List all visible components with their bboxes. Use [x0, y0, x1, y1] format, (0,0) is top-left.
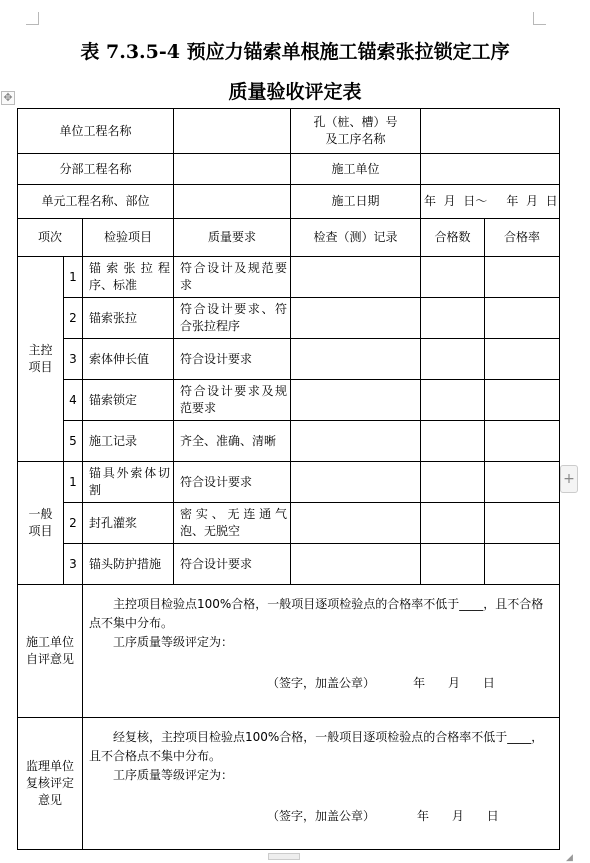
- col-header-category: 项次: [18, 219, 83, 257]
- self-evaluation-row: [18, 585, 560, 718]
- col-header-item: 检验项目: [83, 219, 174, 257]
- inspection-item: 锚具外索体切割: [83, 462, 174, 503]
- item-number: 4: [64, 380, 83, 421]
- record-cell[interactable]: [291, 380, 421, 421]
- quality-requirement: 密实、无连通气泡、无脱空: [174, 503, 291, 544]
- header-row-unit-project: [18, 109, 560, 154]
- document-title-line-1: 表 7.3.5-4 预应力锚索单根施工锚索张拉锁定工序: [80, 41, 510, 63]
- construction-date-field[interactable]: 年 月 日～ 年 月 日: [421, 185, 560, 219]
- pass-rate-cell[interactable]: [485, 503, 560, 544]
- inspection-item: 施工记录: [83, 421, 174, 462]
- self-evaluation-label: 施工单位自评意见: [18, 585, 83, 718]
- quality-evaluation-table: [17, 108, 560, 850]
- pass-count-cell[interactable]: [421, 339, 485, 380]
- inspection-item: 封孔灌浆: [83, 503, 174, 544]
- table-row: [18, 462, 560, 503]
- col-header-record: 检查（测）记录: [291, 219, 421, 257]
- general-label-line-1: 一般: [28, 507, 53, 521]
- unit-project-name-field[interactable]: [174, 109, 291, 154]
- supervisor-evaluation-row: [18, 718, 560, 850]
- pass-count-cell[interactable]: [421, 380, 485, 421]
- col-header-pass-count: 合格数: [421, 219, 485, 257]
- document-title-line-2: 质量验收评定表: [228, 81, 362, 103]
- table-row: [18, 421, 560, 462]
- supervisor-evaluation-grade-prompt: 工序质量等级评定为：: [113, 768, 234, 782]
- column-header-row: [18, 219, 560, 257]
- pass-count-cell[interactable]: [421, 462, 485, 503]
- col-header-pass-rate: 合格率: [485, 219, 560, 257]
- header-row-element: [18, 185, 560, 219]
- record-cell[interactable]: [291, 257, 421, 298]
- pass-count-cell[interactable]: [421, 503, 485, 544]
- item-number: 2: [64, 503, 83, 544]
- pass-count-cell[interactable]: [421, 257, 485, 298]
- table-row: [18, 380, 560, 421]
- quality-requirement: 符合设计及规范要求: [174, 257, 291, 298]
- pass-rate-cell[interactable]: [485, 339, 560, 380]
- table-row: [18, 503, 560, 544]
- unit-project-name-label: 单位工程名称: [18, 109, 174, 154]
- table-row: [18, 544, 560, 585]
- table-row: [18, 339, 560, 380]
- self-evaluation-content[interactable]: [83, 585, 560, 718]
- item-number: 5: [64, 421, 83, 462]
- hole-and-process-field[interactable]: [421, 109, 560, 154]
- item-number: 3: [64, 544, 83, 585]
- quality-requirement: 符合设计要求、符合张拉程序: [174, 298, 291, 339]
- pass-rate-cell[interactable]: [485, 421, 560, 462]
- page-corner-mark-top-left: [26, 12, 39, 25]
- construction-unit-field[interactable]: [421, 154, 560, 185]
- record-cell[interactable]: [291, 421, 421, 462]
- element-project-name-label: 单元工程名称、部位: [18, 185, 174, 219]
- table-row: [18, 257, 560, 298]
- pass-count-cell[interactable]: [421, 544, 485, 585]
- table-move-handle-icon[interactable]: ✥: [1, 91, 15, 105]
- table-add-column-icon[interactable]: +: [560, 465, 578, 493]
- division-project-name-label: 分部工程名称: [18, 154, 174, 185]
- construction-unit-label: 施工单位: [291, 154, 421, 185]
- header-row-division: [18, 154, 560, 185]
- general-label-line-2: 项目: [28, 524, 53, 538]
- pass-rate-cell[interactable]: [485, 298, 560, 339]
- page-corner-mark-top-right: [533, 12, 546, 25]
- general-group-label: [18, 462, 64, 585]
- pass-count-cell[interactable]: [421, 298, 485, 339]
- hole-label-line-1: 孔（桩、槽）号: [313, 115, 398, 129]
- self-evaluation-statement: 主控项目检验点100%合格，一般项目逐项检验点的合格率不低于____，且不合格点不集中分布。: [89, 597, 544, 630]
- inspection-item: 锚头防护措施: [83, 544, 174, 585]
- inspection-item: 索体伸长值: [83, 339, 174, 380]
- item-number: 3: [64, 339, 83, 380]
- quality-requirement: 符合设计要求: [174, 544, 291, 585]
- pass-rate-cell[interactable]: [485, 380, 560, 421]
- division-project-name-field[interactable]: [174, 154, 291, 185]
- supervisor-evaluation-signature-line: （签字，加盖公章） 年 月 日: [267, 809, 499, 823]
- pass-rate-cell[interactable]: [485, 462, 560, 503]
- supervisor-evaluation-label: 监理单位复核评定意见: [18, 718, 83, 850]
- supervisor-evaluation-content[interactable]: [83, 718, 560, 850]
- hole-label-line-2: 及工序名称: [325, 132, 386, 146]
- item-number: 1: [64, 257, 83, 298]
- pass-rate-cell[interactable]: [485, 257, 560, 298]
- hole-and-process-label: [291, 109, 421, 154]
- quality-requirement: 符合设计要求: [174, 462, 291, 503]
- item-number: 1: [64, 462, 83, 503]
- self-evaluation-grade-prompt: 工序质量等级评定为：: [113, 635, 234, 649]
- record-cell[interactable]: [291, 503, 421, 544]
- record-cell[interactable]: [291, 298, 421, 339]
- pass-count-cell[interactable]: [421, 421, 485, 462]
- quality-requirement: 齐全、准确、清晰: [174, 421, 291, 462]
- record-cell[interactable]: [291, 339, 421, 380]
- table-corner-resize-icon[interactable]: ◢: [566, 853, 573, 863]
- main-control-group-label: [18, 257, 64, 462]
- table-row: [18, 298, 560, 339]
- inspection-item: 锚索张拉: [83, 298, 174, 339]
- element-project-name-field[interactable]: [174, 185, 291, 219]
- quality-requirement: 符合设计要求及规范要求: [174, 380, 291, 421]
- record-cell[interactable]: [291, 462, 421, 503]
- inspection-item: 锚索锁定: [83, 380, 174, 421]
- construction-date-label: 施工日期: [291, 185, 421, 219]
- self-evaluation-signature-line: （签字，加盖公章） 年 月 日: [267, 676, 495, 690]
- record-cell[interactable]: [291, 544, 421, 585]
- main-control-label-line-2: 项目: [28, 360, 53, 374]
- col-header-requirement: 质量要求: [174, 219, 291, 257]
- quality-requirement: 符合设计要求: [174, 339, 291, 380]
- supervisor-evaluation-statement: 经复核，主控项目检验点100%合格，一般项目逐项检验点的合格率不低于____，且不合格点不集中分布。: [89, 730, 544, 763]
- inspection-item: 锚索张拉程序、标准: [83, 257, 174, 298]
- item-number: 2: [64, 298, 83, 339]
- main-control-label-line-1: 主控: [28, 343, 53, 357]
- table-resize-handle-icon[interactable]: [268, 853, 300, 860]
- pass-rate-cell[interactable]: [485, 544, 560, 585]
